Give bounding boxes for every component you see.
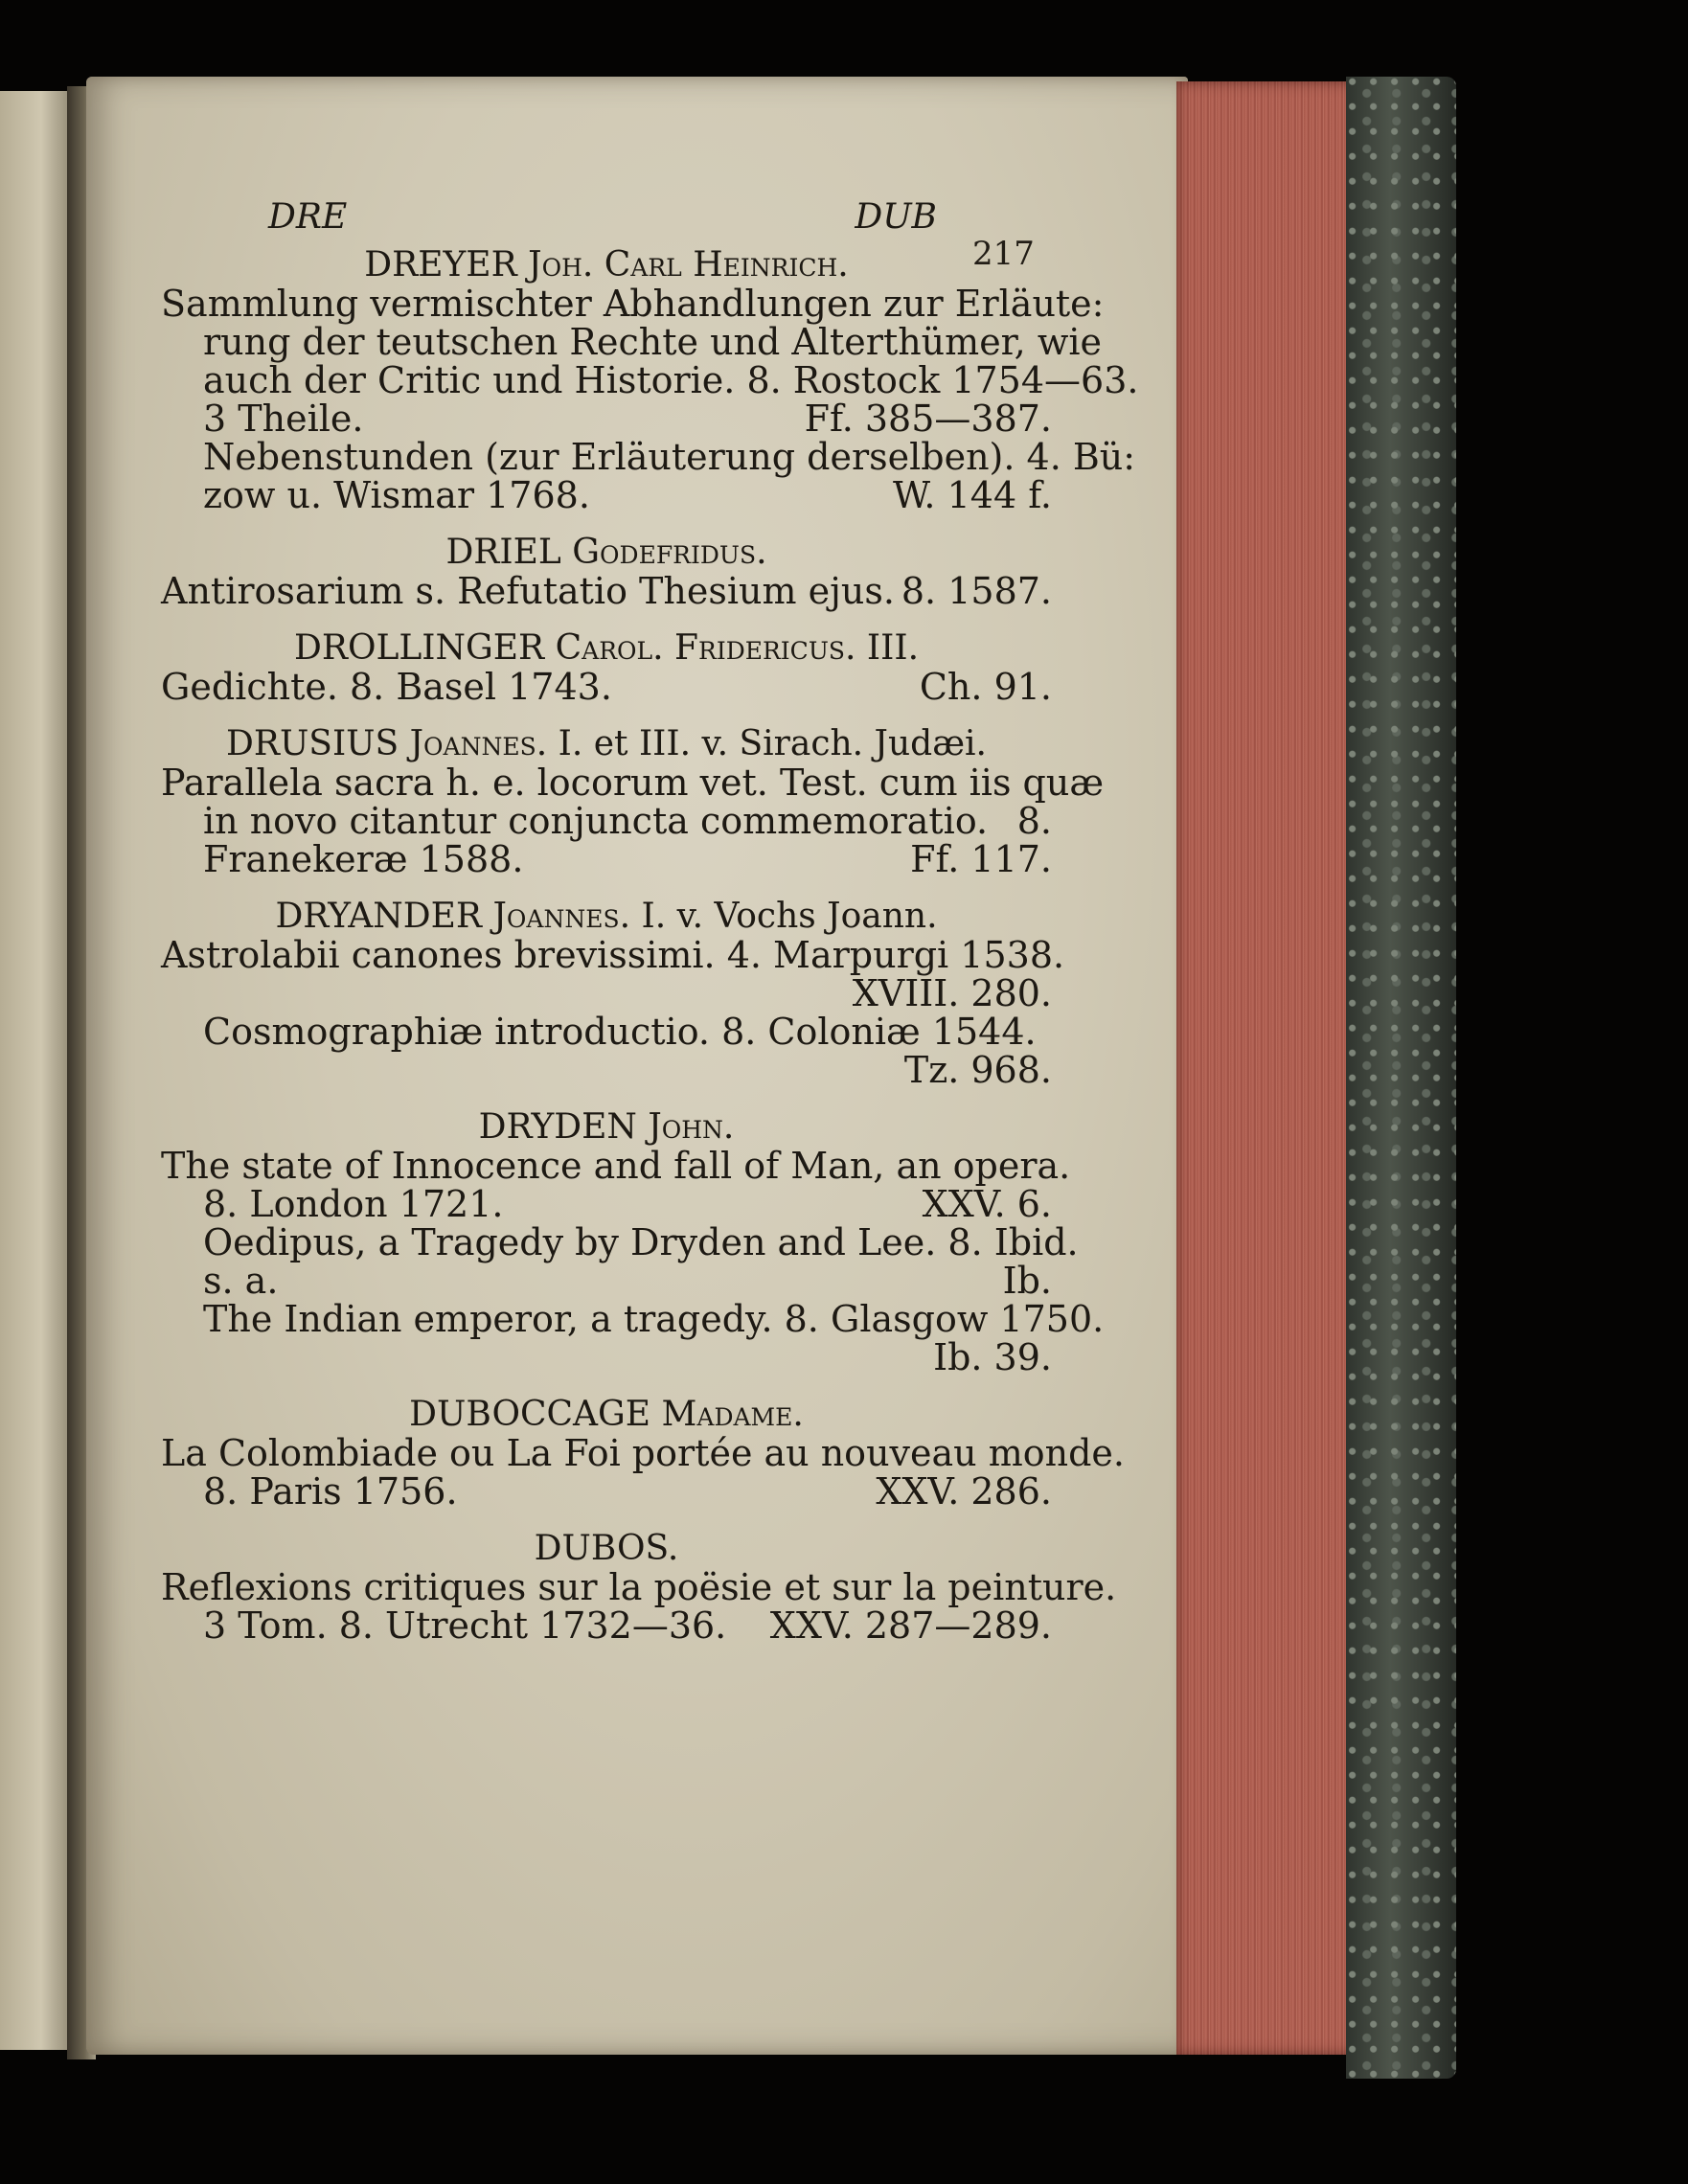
entry-text: in novo citantur conjuncta commemoratio. bbox=[203, 800, 989, 842]
entry-line bbox=[161, 1432, 1125, 1474]
entry-line bbox=[161, 934, 1065, 976]
author-given-names: Joannes. bbox=[492, 897, 631, 936]
author-surname: DREYER bbox=[364, 245, 517, 284]
entry-line bbox=[161, 1221, 1079, 1263]
author-given-names: Godefridus. bbox=[572, 533, 767, 572]
entry-line bbox=[161, 1185, 1052, 1223]
author-crossref: III. bbox=[866, 628, 920, 668]
catalogue-entry bbox=[161, 724, 1105, 880]
catalogue-entry bbox=[161, 245, 1139, 516]
entry-shelfmark: XVIII. 280. bbox=[852, 972, 1052, 1014]
entry-shelfmark: W. 144 f. bbox=[893, 474, 1052, 516]
entry-text: The state of Innocence and fall of Man, an opera. bbox=[161, 1145, 1071, 1187]
entry-heading bbox=[161, 725, 1052, 763]
entry-line bbox=[161, 572, 1052, 610]
entry-shelfmark: Tz. 968. bbox=[903, 1049, 1052, 1091]
entry-line bbox=[161, 1338, 1052, 1376]
entry-text: Cosmographiæ introductio. 8. Coloniæ 1544. bbox=[203, 1011, 1037, 1053]
author-surname: DUBOCCAGE bbox=[409, 1395, 651, 1434]
running-header bbox=[161, 198, 1052, 240]
catalogue-entry bbox=[161, 897, 1065, 1091]
entry-heading bbox=[161, 1108, 1052, 1147]
entry-shelfmark: XXV. 6. bbox=[922, 1183, 1052, 1225]
entry-heading bbox=[161, 1396, 1052, 1434]
entry-line bbox=[161, 1145, 1071, 1187]
entry-line bbox=[161, 359, 1139, 401]
entry-text: Nebenstunden (zur Erläuterung derselben). 4. Bü: bbox=[203, 436, 1136, 478]
author-surname: DRIEL bbox=[445, 533, 561, 572]
entry-line bbox=[161, 1472, 1052, 1511]
entry-text: La Colombiade ou La Foi portée au nouveau monde. bbox=[161, 1432, 1125, 1474]
entry-line bbox=[161, 399, 1052, 438]
catalogue-entry bbox=[161, 629, 1052, 706]
entry-text: zow u. Wismar 1768. bbox=[203, 474, 590, 516]
catalogue-entry bbox=[161, 1395, 1125, 1513]
entry-heading bbox=[161, 534, 1052, 572]
catalogue-entry bbox=[161, 1107, 1105, 1378]
entry-text: Gedichte. 8. Basel 1743. bbox=[161, 666, 612, 708]
entry-text: 8. London 1721. bbox=[203, 1183, 504, 1225]
entry-shelfmark: XXV. 287—289. bbox=[769, 1604, 1052, 1647]
author-given-names: Joh. Carl Heinrich. bbox=[528, 245, 849, 284]
author-given-names: Carol. Fridericus. bbox=[555, 628, 856, 668]
entry-line bbox=[161, 283, 1105, 325]
entry-line bbox=[161, 1012, 1052, 1051]
entry-shelfmark: Ff. 385—387. bbox=[804, 398, 1052, 440]
running-right: DUB bbox=[855, 197, 937, 237]
entry-text: Antirosarium s. Refutatio Thesium ejus. bbox=[161, 570, 895, 612]
entry-text: 3 Theile. bbox=[203, 398, 364, 440]
entry-text: rung der teutschen Rechte und Alterthümer, wie bbox=[203, 321, 1102, 363]
entry-text: 8. Paris 1756. bbox=[203, 1470, 458, 1513]
entry-line bbox=[161, 802, 1052, 840]
entry-line bbox=[161, 974, 1052, 1012]
left-page-edge bbox=[0, 91, 75, 2050]
author-surname: DRUSIUS bbox=[225, 724, 399, 763]
author-given-names: John. bbox=[648, 1107, 735, 1147]
author-given-names: Madame. bbox=[661, 1395, 804, 1434]
entry-shelfmark: XXV. 286. bbox=[876, 1470, 1052, 1513]
entry-shelfmark: 8. bbox=[1016, 800, 1052, 842]
entry-heading bbox=[161, 246, 1052, 284]
entry-line bbox=[161, 762, 1105, 804]
entry-shelfmark: Ib. 39. bbox=[933, 1336, 1052, 1378]
entry-line bbox=[161, 321, 1102, 363]
entry-text: Astrolabii canones brevissimi. 4. Marpurgi 1538. bbox=[161, 934, 1065, 976]
entry-line bbox=[161, 1298, 1105, 1340]
running-left: DRE bbox=[268, 197, 348, 237]
entry-line bbox=[161, 436, 1136, 478]
entry-text: auch der Critic und Historie. 8. Rostock 1754—63. bbox=[203, 359, 1139, 401]
entry-text: s. a. bbox=[203, 1260, 279, 1302]
entry-shelfmark: 8. 1587. bbox=[901, 570, 1052, 612]
entry-text: Sammlung vermischter Abhandlungen zur Erläute: bbox=[161, 283, 1105, 325]
entry-text: Parallela sacra h. e. locorum vet. Test. cum iis quæ bbox=[161, 762, 1105, 804]
entry-shelfmark: Ff. 117. bbox=[910, 838, 1052, 880]
entry-text: Reflexions critiques sur la poësie et sur la peinture. bbox=[161, 1566, 1117, 1608]
entry-text: Franekeræ 1588. bbox=[203, 838, 524, 880]
entry-line bbox=[161, 1606, 1052, 1645]
entry-heading bbox=[161, 629, 1052, 668]
author-surname: DRYANDER bbox=[275, 897, 483, 936]
entry-line bbox=[161, 1051, 1052, 1089]
entry-shelfmark: Ib. bbox=[1002, 1260, 1052, 1302]
marbled-cover bbox=[1346, 77, 1456, 2079]
entry-line bbox=[161, 668, 1052, 706]
entry-list bbox=[161, 245, 1139, 1647]
author-surname: DROLLINGER bbox=[293, 628, 545, 668]
entry-text: Oedipus, a Tragedy by Dryden and Lee. 8. Ibid. bbox=[203, 1221, 1079, 1263]
entry-heading bbox=[161, 1530, 1052, 1568]
catalogue-entry bbox=[161, 534, 1052, 610]
entry-shelfmark: Ch. 91. bbox=[919, 666, 1052, 708]
entry-heading bbox=[161, 898, 1052, 936]
entry-line bbox=[161, 1566, 1117, 1608]
author-surname: DUBOS. bbox=[534, 1529, 679, 1568]
entry-line bbox=[161, 1262, 1052, 1300]
entry-line bbox=[161, 476, 1052, 514]
entry-text: The Indian emperor, a tragedy. 8. Glasgow 1750. bbox=[203, 1298, 1105, 1340]
author-crossref: I. v. Vochs Joann. bbox=[641, 897, 938, 936]
page-number: 217 bbox=[972, 235, 1035, 273]
author-surname: DRYDEN bbox=[478, 1107, 637, 1147]
page-edges-red bbox=[1176, 81, 1358, 2055]
author-crossref: I. et III. v. Sirach. Judæi. bbox=[558, 724, 988, 763]
entry-text: 3 Tom. 8. Utrecht 1732—36. bbox=[203, 1604, 727, 1647]
entry-line bbox=[161, 840, 1052, 878]
catalogue-entry bbox=[161, 1529, 1117, 1647]
author-given-names: Joannes. bbox=[409, 724, 548, 763]
